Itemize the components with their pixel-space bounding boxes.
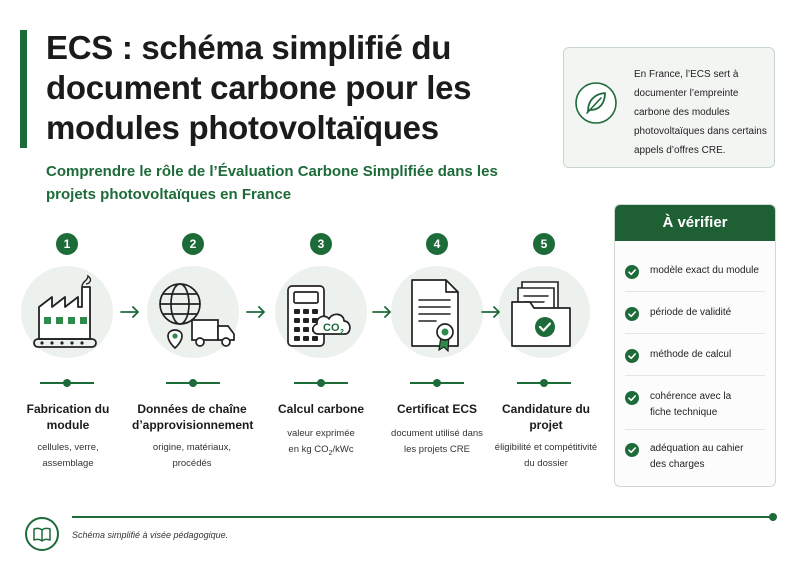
step-title: Fabrication du module — [26, 402, 110, 432]
checklist-divider — [625, 429, 765, 430]
co2-subscript: 2 — [340, 329, 344, 336]
step-dot — [189, 379, 197, 387]
checklist-item — [625, 305, 773, 321]
arrow-right-icon — [481, 306, 501, 318]
checklist-panel — [614, 204, 776, 487]
step-description — [266, 426, 376, 462]
step-description: cellules, verre, assemblage — [37, 442, 99, 469]
page-title: ECS : schéma simplifié du document carbone pour les modules photovoltaïques — [46, 29, 472, 146]
step-title: Données de chaîne d’approvisionnement — [132, 402, 254, 432]
folder-check-icon — [508, 276, 578, 352]
check-circle-icon — [625, 307, 639, 321]
leaf-icon — [574, 81, 618, 125]
info-text: En France, l’ECS sert à documenter l’empreinte carbone des modules photovoltaïques dans certains appels d’offres CRE. — [634, 69, 767, 156]
checklist-divider — [625, 333, 765, 334]
arrow-right-icon — [246, 306, 266, 318]
checklist-item — [625, 441, 773, 473]
checklist-item — [625, 389, 773, 421]
step-description: document utilisé dans les projets CRE — [391, 428, 483, 455]
step-title: Certificat ECS — [396, 402, 478, 416]
step-dot — [317, 379, 325, 387]
checklist-item — [625, 347, 773, 363]
check-circle-icon — [625, 443, 639, 457]
step-title: Candidature du projet — [501, 402, 590, 432]
step-description-subscript: 2 — [328, 449, 333, 457]
check-circle-icon — [625, 391, 639, 405]
step-number: 4 — [426, 233, 448, 255]
step-title: Calcul carbone — [277, 402, 365, 416]
checklist-item-label: méthode de calcul — [650, 349, 732, 360]
step-number: 1 — [56, 233, 78, 255]
page-subtitle: Comprendre le rôle de l’Évaluation Carbone Simplifiée dans les projets photovoltaïques en France — [46, 163, 498, 203]
checklist-divider — [625, 375, 765, 376]
certificate-icon — [406, 274, 468, 358]
calculator-co2-icon — [284, 280, 364, 354]
step-description: origine, matériaux, procédés — [152, 442, 232, 469]
checklist-item — [625, 263, 773, 279]
arrow-right-icon — [120, 306, 140, 318]
arrow-right-icon — [372, 306, 392, 318]
co2-label: CO — [323, 322, 340, 334]
step-number: 3 — [310, 233, 332, 255]
factory-icon — [30, 273, 104, 351]
footer-note: Schéma simplifié à visée pédagogique. — [72, 530, 229, 540]
checklist-item-label: modèle exact du module — [650, 265, 759, 276]
step-number: 2 — [182, 233, 204, 255]
step-dot — [63, 379, 71, 387]
check-circle-icon — [625, 349, 639, 363]
footer-rule-dot — [769, 513, 777, 521]
book-icon — [27, 519, 57, 549]
footer-rule — [72, 516, 772, 518]
step-dot — [433, 379, 441, 387]
title-accent-bar — [20, 30, 27, 148]
book-icon-badge — [25, 517, 59, 551]
step-number: 5 — [533, 233, 555, 255]
checklist-item-label: période de validité — [650, 307, 732, 318]
step-description-unit: en kg CO — [288, 444, 329, 455]
checklist-item-label: adéquation au cahier des charges — [650, 443, 744, 470]
checklist-title: À vérifier — [615, 205, 775, 241]
step-description-line: valeur exprimée — [287, 428, 355, 439]
step-description: éligibilité et compétitivité du dossier — [494, 442, 598, 469]
globe-truck-icon — [150, 280, 240, 354]
step-description-unit-suffix: /kWc — [332, 444, 354, 455]
check-circle-icon — [625, 265, 639, 279]
step-dot — [540, 379, 548, 387]
info-box — [563, 47, 775, 168]
checklist-item-label: cohérence avec la fiche technique — [650, 391, 732, 418]
checklist-divider — [625, 291, 765, 292]
